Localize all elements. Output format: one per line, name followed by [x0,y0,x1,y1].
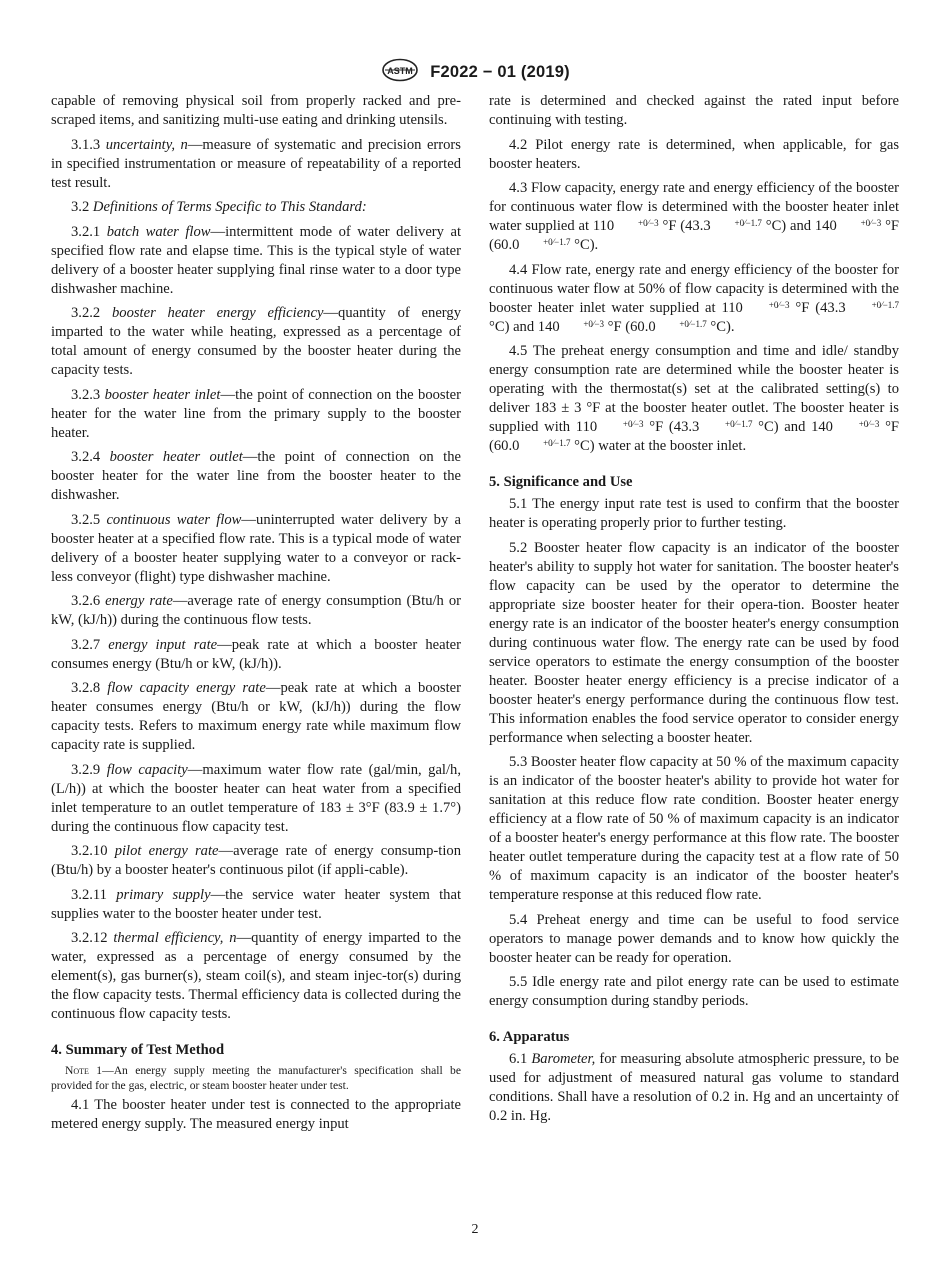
section-4-heading: 4. Summary of Test Method [51,1042,225,1058]
section-3-2: 3.2 Definitions of Terms Specific to This Standard: [71,199,367,215]
paragraph-5-2: 5.2 Booster heater flow capacity is an indicator of the booster heater's ability to supply hot water for sanitation. The booster heater's flow capacity can be used by the operator to determine the appropriate size booster heater for their opera-tion. Booster heater energy rate is an indicator of the booster heater's energy consumption during continuous water flow. The energy rate can be used by food service operators to estimate the energy consumption of the booster heater. Booster heater energy efficiency is a precise indicator of a booster heater's energy performance during the continuous flow test. This information enables the food service operator to consider energy performance when selecting a booster heater. [489,539,899,746]
right-column [489,92,899,1132]
paragraph-5-5: 5.5 Idle energy rate and pilot energy rate can be used to estimate energy consumption during standby periods. [489,974,899,1009]
page-number: 2 [471,1222,479,1237]
definition-3-2-7: 3.2.7 energy input rate—peak rate at which a booster heater consumes energy (Btu/h or kW, (kJ/h)). [51,636,461,672]
astm-logo-icon [380,58,420,87]
paragraph-4-2: 4.2 Pilot energy rate is determined, when applicable, for gas booster heaters. [489,136,899,172]
definition-3-2-1: 3.2.1 batch water flow—intermittent mode of water delivery at specified flow rate and elapse time. This is the typical style of water delivery of a booster heater supplying final rinse water to a door type dishwasher machine. [51,223,461,297]
definition-3-2-2: 3.2.2 booster heater energy efficiency—quantity of energy imparted to the water while heating, expressed as a percentage of total amount of energy consumed by the booster heater during the capacity tests. [51,305,461,378]
paragraph-4-1-continued: rate is determined and checked against the rated input before continuing with testing. [489,93,899,128]
definition-3-2-3: 3.2.3 booster heater inlet—the point of connection on the booster heater for the water line from the primary supply to the booster heater. [51,386,461,441]
definition-3-2-4: 3.2.4 booster heater outlet—the point of connection on the booster heater for the water line from the booster heater to the dishwasher. [51,449,461,503]
definition-3-2-8: 3.2.8 flow capacity energy rate—peak rate at which a booster heater consumes energy (Btu/h or kW, (kJ/h)) during the flow capacity tests. Refers to maximum energy rate while maximum flow capacity rate is supplied. [51,680,461,753]
definition-3-2-10: 3.2.10 pilot energy rate—average rate of energy consump-tion (Btu/h) by a booster heater's continuous pilot (if appli-cable). [51,843,461,878]
paragraph-4-5: 4.5 The preheat energy consumption and time and idle/ standby energy consumption rate are determined while the booster heater is operating with the thermostat(s) set at the calibrated setting(s) to deliver 183 ± 3 °F at the booster heater outlet. The booster heater is supplied with 110 +0⁄−3 °F (43.3 +0⁄−1.7 °C) and 140 +0⁄−3 °F (60.0 +0⁄−1.7 °C) water at the booster inlet. [489,343,900,454]
definition-3-2-12: 3.2.12 thermal efficiency, n—quantity of energy imparted to the water, expressed as a percentage of energy consumed by the element(s), gas burner(s), steam coil(s), and steam injec-tor(s) during the flow capacity tests. Thermal efficiency data is collected during the continuous flow capacity tests. [51,930,461,1022]
definition-3-2-5: 3.2.5 continuous water flow—uninterrupted water delivery by a booster heater at a specified flow rate. This is a typical mode of water delivery of a booster heater supplying water to a conveyor or rack-less conveyor (flight) type dishwasher machine. [51,511,461,585]
page-header [0,58,950,87]
definition-3-2-9: 3.2.9 flow capacity—maximum water flow rate (gal/min, gal/h, (L/h)) at which the booster heater can heat water from a specified inlet temperature to an outlet temperature of 183 ± 3°F (83.9 ± 1.7°) during the continuous flow capacity test. [51,761,461,835]
definition-3-2-6: 3.2.6 energy rate—average rate of energy consumption (Btu/h or kW, (kJ/h)) during the continuous flow tests. [51,593,461,628]
paragraph-5-3: 5.3 Booster heater flow capacity at 50 % of the maximum capacity is an indicator of the booster heater's ability to provide hot water for sanitation at this reduce flow rate condition. Booster heater energy efficiency at a flow rate of 50 % of maximum capacity is an indicator of a booster heater's energy performance at this flow rate. The booster heater outlet temperature during the capacity test at a flow rate of 50 % of maximum capacity is an indicator of the booster heater's temperature response at this reduced flow rate. [489,754,899,903]
section-5-heading: 5. Significance and Use [489,474,633,490]
paragraph-4-4: 4.4 Flow rate, energy rate and energy efficiency of the booster for continuous water flow at 50% of flow capacity is determined with the booster heater inlet water supplied at 110 +0⁄−3 °F (43.3 +0⁄−1.7 °C) and 140 +0⁄−3 °F (60.0 +0⁄−1.7 °C). [489,261,900,335]
paragraph: capable of removing physical soil from properly racked and pre-scraped items, and sanitizing multi-use eating and drinking utensils. [51,93,461,128]
paragraph-5-1: 5.1 The energy input rate test is used to confirm that the booster heater is operating properly prior to further testing. [489,496,899,531]
paragraph-6-1: 6.1 Barometer, for measuring absolute atmospheric pressure, to be used for adjustment of measured natural gas volume to standard conditions. Shall have a resolution of 0.2 in. Hg and an uncertainty of 0.2 in. Hg. [489,1051,899,1124]
note-1: Note 1—An energy supply meeting the manufacturer's specification shall be provided for the gas, electric, or steam booster heater under test. [51,1064,461,1092]
definition-3-1-3: 3.1.3 uncertainty, n—measure of systematic and precision errors in specified instrumentation or measure of repeatability of a reported test result. [51,136,461,191]
paragraph-5-4: 5.4 Preheat energy and time can be useful to food service operators to manage power demands and to know how quickly the booster heater can be ready for operation. [489,911,899,966]
section-6-heading: 6. Apparatus [489,1029,570,1045]
paragraph-4-3: 4.3 Flow capacity, energy rate and energy efficiency of the booster for continuous water flow is determined with the booster heater inlet water supplied at 110 +0⁄−3 °F (43.3 +0⁄−1.7 °C) and 140 +0⁄−3 °F (60.0 +0⁄−1.7 °C). [489,180,900,253]
left-column [51,92,461,1140]
document-designation: F2022 − 01 (2019) [430,63,570,81]
definition-3-2-11: 3.2.11 primary supply—the service water heater system that supplies water to the booster heater under test. [51,886,461,922]
paragraph-4-1: 4.1 The booster heater under test is connected to the appropriate metered energy supply. The measured energy input [51,1097,461,1132]
svg-text:ASTM: ASTM [387,66,413,76]
